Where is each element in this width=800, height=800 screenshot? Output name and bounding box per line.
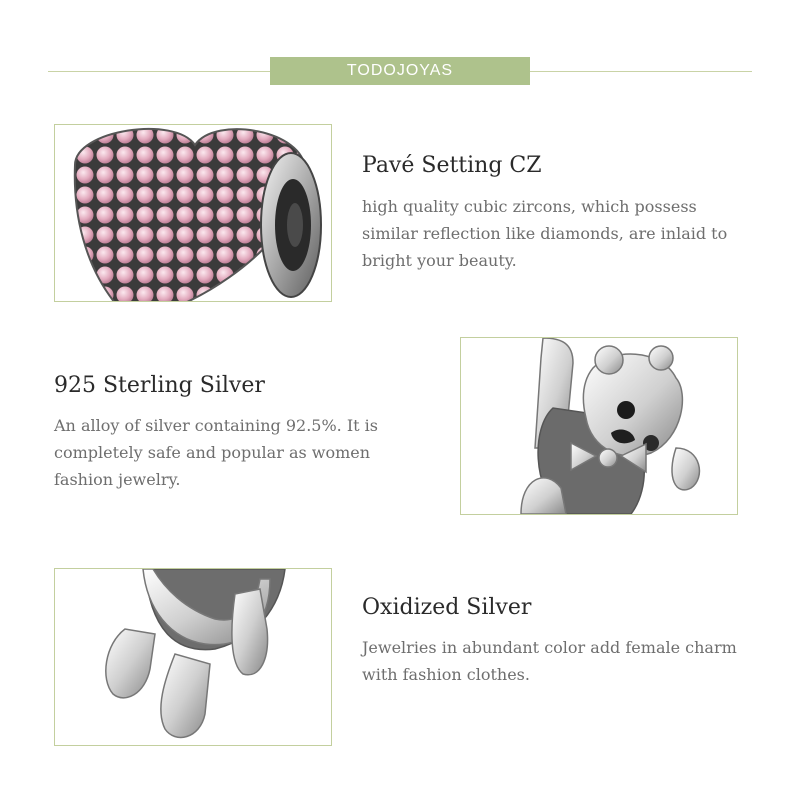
feature-image-frame-3 xyxy=(54,568,332,746)
feature-description-1: high quality cubic zircons, which possess similar reflection like diamonds, are inlaid to bright your beauty. xyxy=(362,197,728,270)
header-rule-right xyxy=(530,71,752,72)
brand-banner: TODOJOYAS xyxy=(270,57,530,85)
feature-title-1: Pavé Setting CZ xyxy=(362,153,542,178)
feature-description-3: Jewelries in abundant color add female charm with fashion clothes. xyxy=(362,638,737,684)
heart-pave-charm-image xyxy=(55,125,331,301)
teddy-bear-charm-image xyxy=(461,338,737,514)
header-rule-left xyxy=(48,71,270,72)
feature-description-2: An alloy of silver containing 92.5%. It is completely safe and popular as women fashion jewelry. xyxy=(54,416,379,489)
bear-legs-charm-image xyxy=(55,569,331,745)
feature-image-frame-1 xyxy=(54,124,332,302)
feature-title-3: Oxidized Silver xyxy=(362,595,532,620)
feature-image-frame-2 xyxy=(460,337,738,515)
feature-title-2: 925 Sterling Silver xyxy=(54,373,265,398)
